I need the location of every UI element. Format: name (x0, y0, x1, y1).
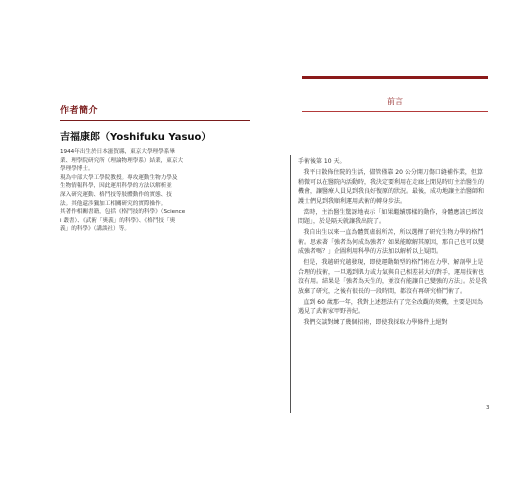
author-name: 吉福康郎（Yoshifuku Yasuo） (60, 132, 212, 143)
paragraph: 但是，我越研究越發現，即使運動類型的格鬥術在力學、解剖學上是合理的技術，一旦遇到肌力或力氣與自己相差甚大的對手，運用技術也沒有用。結果是「強者為天生的，並沒有能讓自己變強的方法」。於是我放棄了研究，之後有很長的一段時間，都沒有再研究格鬥術了。 (298, 259, 488, 295)
paragraph: 手術後第 10 天。 (298, 158, 346, 165)
author-bio: 1944年出生於日本滋賀縣，東京大學理學系畢 業、理學院研究所（理論物理學系）結業，東京大 學理學博士。 現為中部大學工學院教授。專攻運動生物力學及 生物情報科學，因此運用科學的方法以解析並 深入研究運動、格鬥技等肢體動作的實態、技 法。其他還涉獵加工相關研究的實際操作。 其著作相關書籍，包括《格鬥技的科學》（Science i 叢書）、《武術「奧義」的科學》、《格鬥技「奧 義」的科學》（講談社）等。 (60, 149, 186, 233)
author-heading: 作者簡介 (60, 106, 99, 116)
margin-rule (290, 155, 291, 413)
chapter-title-rule (302, 111, 488, 112)
paragraph: 我自出生以來一直為體質虛弱所苦，所以選擇了研究生物力學的格鬥術。思索著「強者為何成為強者？如果能瞭解其原因，那自己也可以變成強者嗎？」企圖利用科學的方法加以解析以上疑問。 (298, 229, 485, 255)
paragraph: 直到 60 歲那一年，我對上述想法有了完全改觀的契機，主要是因為遇見了武術家甲野善紀。 (298, 298, 483, 315)
paragraph: 當時，主治醫生驚訝地表示「如果繼續那樣的動作，身體應該已經沒問題」，於是隔天就讓我出院了。 (298, 208, 484, 225)
page-number: 3 (486, 405, 490, 411)
preface-body (298, 157, 488, 329)
paragraph: 我們交談對練了幾個招術，即使我採取力學條件上絕對 (303, 319, 448, 326)
page-top-rule (302, 76, 488, 79)
author-profile (60, 103, 250, 234)
author-heading-rule (60, 120, 250, 121)
chapter-title: 前言 (387, 97, 403, 106)
paragraph: 我平日散佈住院的生活，儘管僅靠 20 公分開刀傷口縫補作業，但算稍微可以在醫院內活動時，我決定要利用在走廊上閒晃時盯主治醫生的機會，讓醫療人員見到我良好復原的狀況。最後，成功地讓主治醫師和護士們見到我順利運用武術的轉身步法。 (298, 169, 485, 205)
